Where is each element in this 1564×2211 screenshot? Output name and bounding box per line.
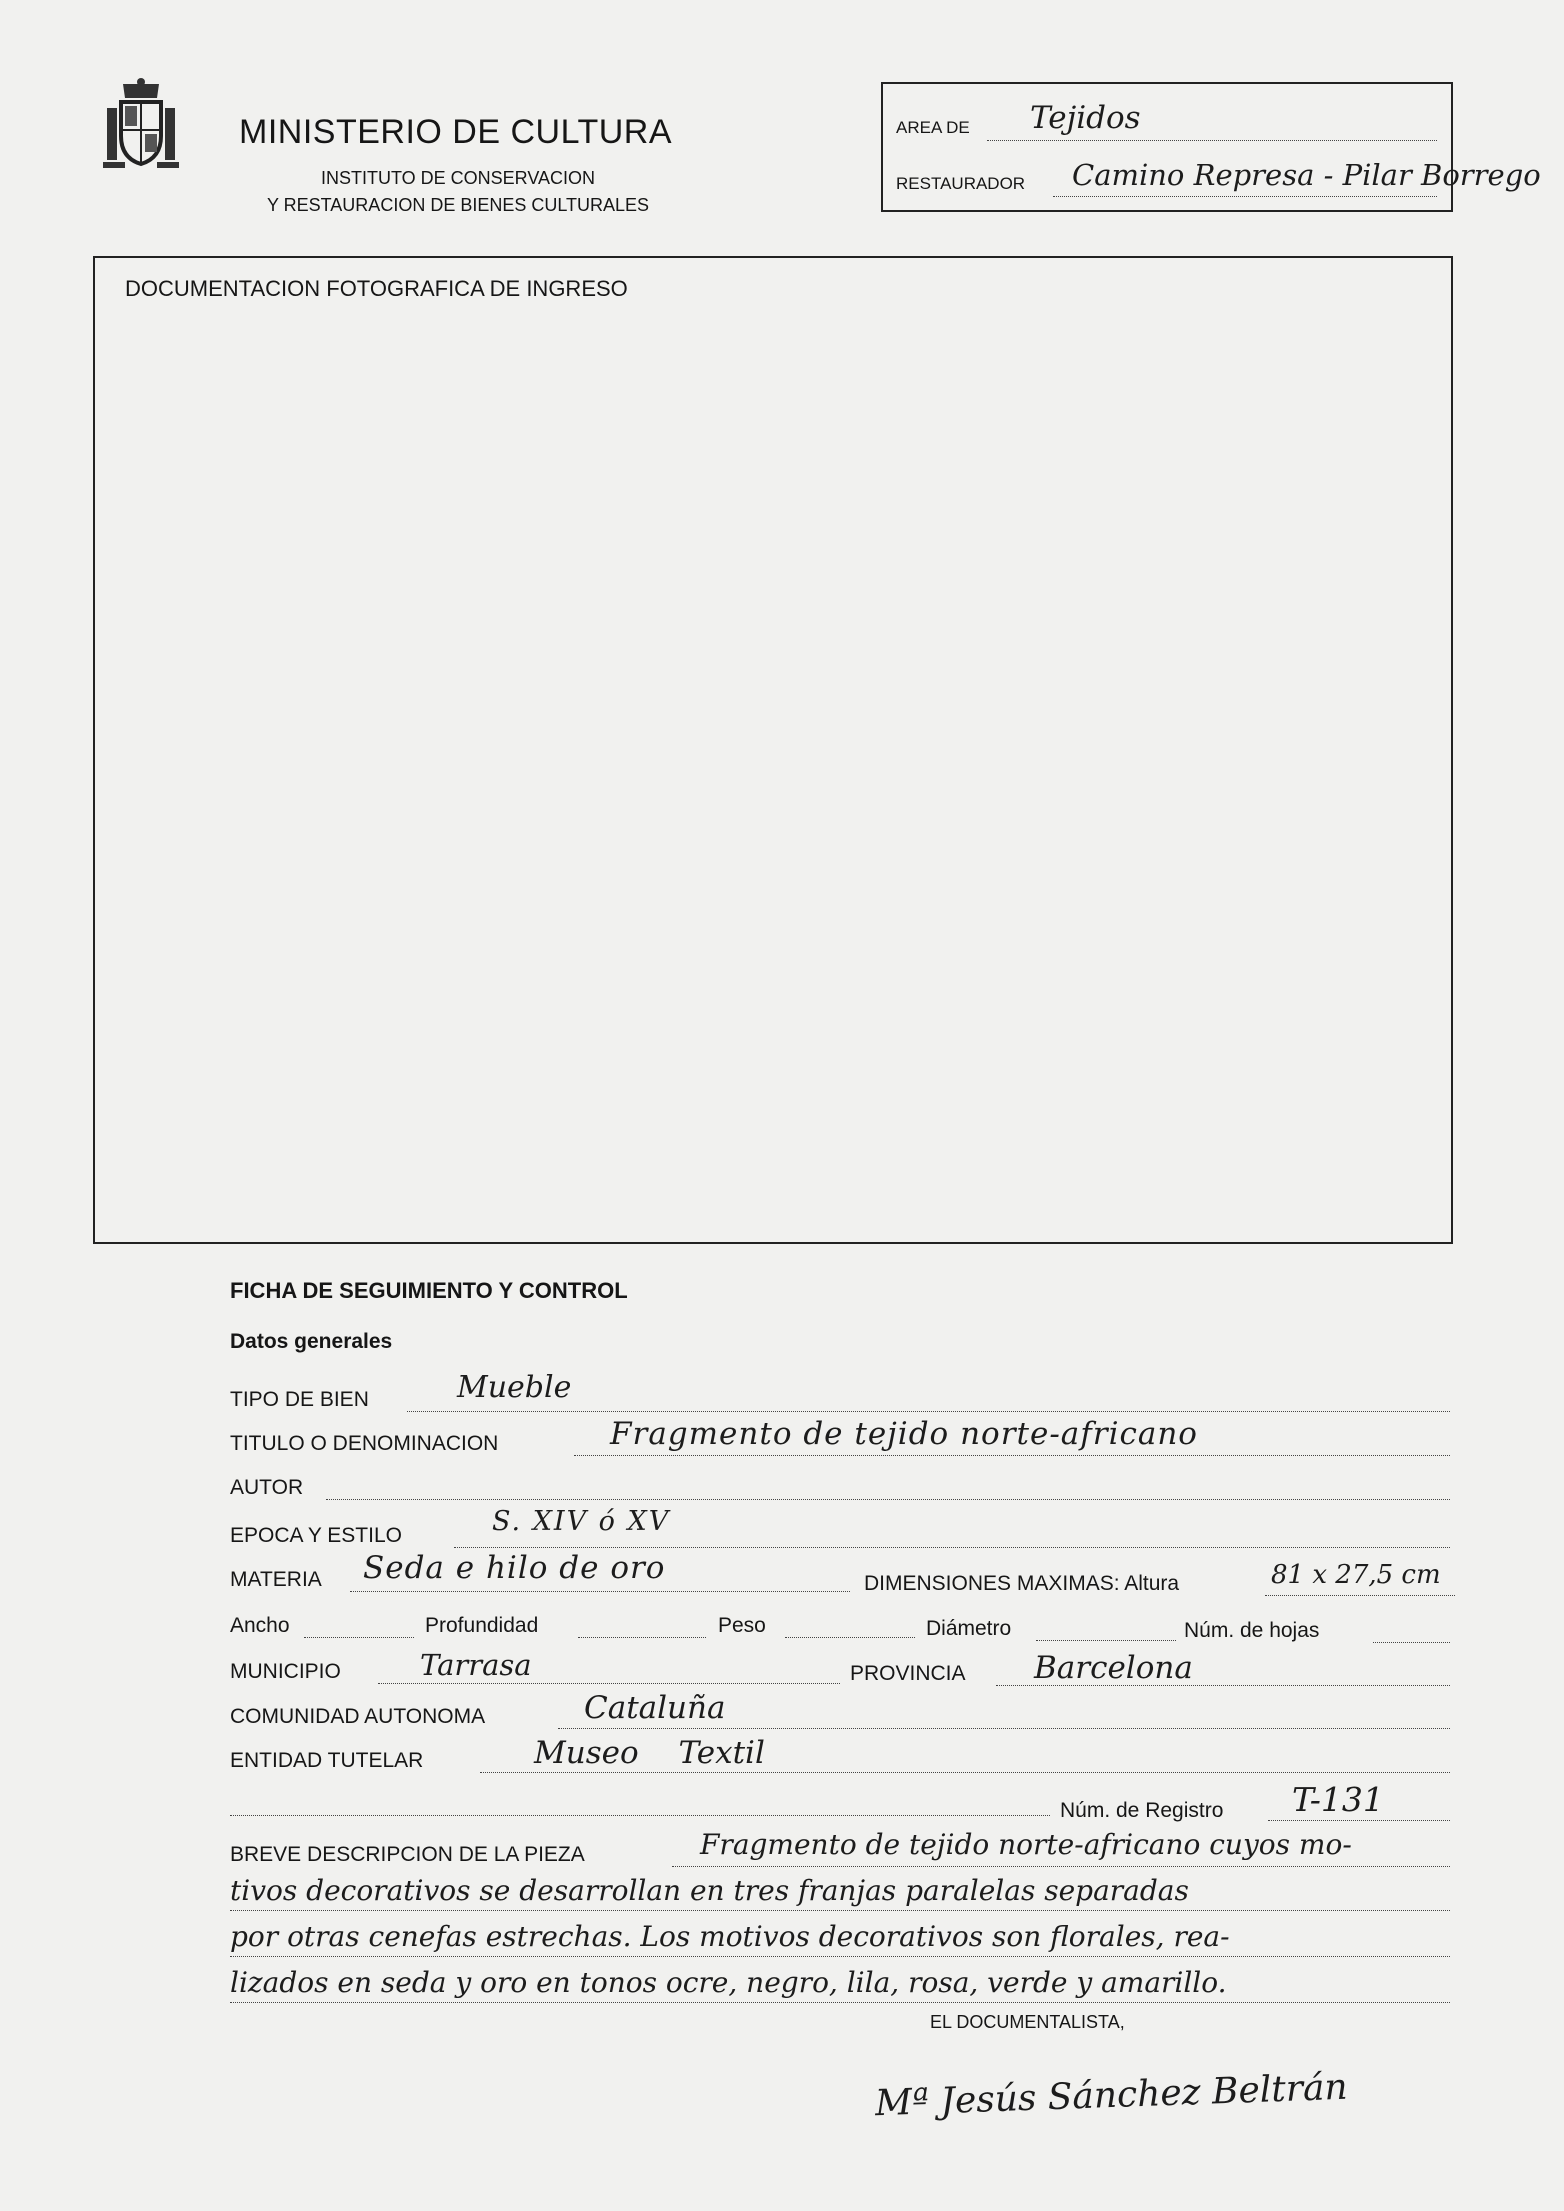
documentalista-label: EL DOCUMENTALISTA, xyxy=(930,2012,1125,2032)
ancho-label: Ancho xyxy=(230,1614,290,1637)
dimensiones-value: 81 x 27,5 cm xyxy=(1271,1560,1441,1590)
tipo-de-bien-label: TIPO DE BIEN xyxy=(230,1388,369,1411)
restaurador-dotted-line xyxy=(1053,196,1437,197)
form-subtitle: Datos generales xyxy=(230,1330,393,1353)
diametro-line xyxy=(1036,1640,1176,1641)
epoca-value: S. XIV ó XV xyxy=(492,1506,671,1537)
dimensiones-line xyxy=(1265,1595,1455,1596)
descripcion-text-line-1: Fragmento de tejido norte-africano cuyos mo- xyxy=(700,1828,1352,1861)
registro-value: T-131 xyxy=(1292,1780,1384,1819)
descripcion-line-1 xyxy=(672,1866,1450,1867)
epoca-label: EPOCA Y ESTILO xyxy=(230,1524,402,1547)
profundidad-label: Profundidad xyxy=(425,1614,539,1637)
peso-label: Peso xyxy=(718,1614,766,1637)
municipio-label: MUNICIPIO xyxy=(230,1660,341,1683)
descripcion-line-3 xyxy=(230,1956,1450,1957)
comunidad-label: COMUNIDAD AUTONOMA xyxy=(230,1705,486,1728)
area-dotted-line xyxy=(987,140,1437,141)
entidad-label: ENTIDAD TUTELAR xyxy=(230,1749,424,1772)
restaurador-value: Camino Represa - Pilar Borrego xyxy=(1072,158,1541,192)
descripcion-text-line-2: tivos decorativos se desarrollan en tres franjas paralelas separadas xyxy=(230,1874,1189,1907)
descripcion-text-line-3: por otras cenefas estrechas. Los motivos decorativos son florales, rea- xyxy=(230,1920,1230,1953)
materia-line xyxy=(350,1591,850,1592)
peso-line xyxy=(785,1637,915,1638)
comunidad-value: Cataluña xyxy=(584,1690,726,1726)
area-label: AREA DE xyxy=(896,118,970,137)
descripcion-line-4 xyxy=(230,2002,1450,2003)
registro-line xyxy=(1268,1820,1450,1821)
num-hojas-label: Núm. de hojas xyxy=(1184,1619,1320,1642)
descripcion-line-2 xyxy=(230,1910,1450,1911)
coat-of-arms-icon xyxy=(101,78,181,170)
ancho-line xyxy=(304,1637,414,1638)
tipo-de-bien-value: Mueble xyxy=(457,1370,572,1405)
descripcion-text-line-4: lizados en seda y oro en tonos ocre, negro, lila, rosa, verde y amarillo. xyxy=(230,1966,1227,1999)
profundidad-line xyxy=(578,1637,706,1638)
provincia-value: Barcelona xyxy=(1034,1650,1193,1686)
photo-documentation-label: DOCUMENTACION FOTOGRAFICA DE INGRESO xyxy=(125,276,628,301)
registro-label: Núm. de Registro xyxy=(1060,1799,1224,1822)
signature: Mª Jesús Sánchez Beltrán xyxy=(874,2066,1349,2125)
municipio-value: Tarrasa xyxy=(420,1648,532,1682)
comunidad-line xyxy=(558,1728,1450,1729)
dimensiones-label: DIMENSIONES MAXIMAS: Altura xyxy=(864,1572,1180,1595)
restaurador-label: RESTAURADOR xyxy=(896,174,1026,193)
photo-documentation-box xyxy=(93,256,1453,1244)
municipio-line xyxy=(378,1683,840,1684)
ministry-title: MINISTERIO DE CULTURA xyxy=(239,113,673,151)
registro-blank-line xyxy=(230,1815,1050,1816)
descripcion-label: BREVE DESCRIPCION DE LA PIEZA xyxy=(230,1843,585,1866)
titulo-label: TITULO O DENOMINACION xyxy=(230,1432,499,1455)
epoca-line xyxy=(454,1547,1450,1548)
diametro-label: Diámetro xyxy=(926,1617,1012,1640)
form-title: FICHA DE SEGUIMIENTO Y CONTROL xyxy=(230,1278,628,1303)
area-value: Tejidos xyxy=(1030,100,1141,136)
autor-label: AUTOR xyxy=(230,1476,304,1499)
titulo-value: Fragmento de tejido norte-africano xyxy=(610,1416,1198,1452)
materia-value: Seda e hilo de oro xyxy=(363,1550,666,1586)
entidad-value: Museo Textil xyxy=(534,1735,765,1771)
provincia-label: PROVINCIA xyxy=(850,1662,966,1685)
num-hojas-line xyxy=(1373,1642,1450,1643)
tipo-de-bien-line xyxy=(407,1411,1450,1412)
autor-line xyxy=(326,1499,1450,1500)
institute-name-line1: INSTITUTO DE CONSERVACION xyxy=(320,168,596,188)
materia-label: MATERIA xyxy=(230,1568,322,1591)
titulo-line xyxy=(574,1455,1450,1456)
entidad-line xyxy=(480,1772,1450,1773)
institute-name-line2: Y RESTAURACION DE BIENES CULTURALES xyxy=(266,195,650,215)
